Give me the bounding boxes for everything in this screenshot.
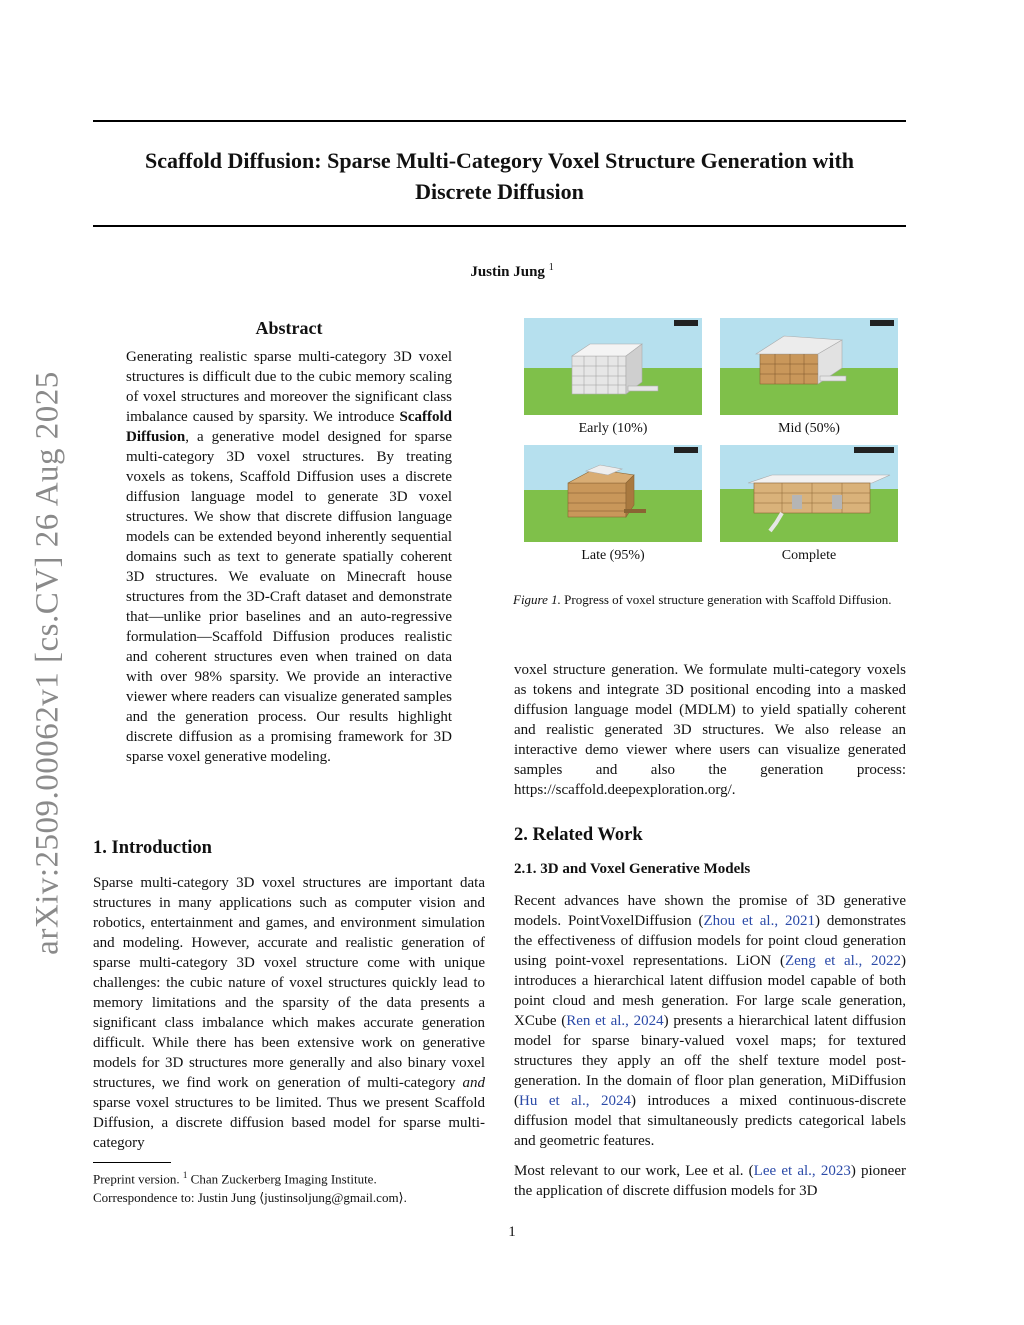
related-work-paragraph-2 [514,1161,906,1201]
figure-panel-complete [720,445,898,542]
abstract-text-pre: Generating realistic sparse multi-category 3D voxel structures is difficult due to the cubic memory scaling of voxel structures and moreover the significant class imbalance caused by sparsity. We introduce [126,349,452,425]
figure-label-late: Late (95%) [581,548,645,563]
title-bottom-rule [93,225,906,227]
title-top-rule [93,120,906,122]
arxiv-stamp: arXiv:2509.00062v1 [cs.CV] 26 Aug 2025 [29,371,66,955]
figure-panel-early [524,318,702,415]
related-p2-text-1: Most relevant to our work, Lee et al. ( [514,1163,754,1179]
figure-caption [513,591,906,609]
figure-panel-mid [720,318,898,415]
abstract-heading: Abstract [255,318,323,338]
related-p1-text-5: ) introduces a mixed continuous-discrete diffusion model that simultaneously predicts categorical labels and geometric features. [514,1093,906,1149]
footnote-line-2: Correspondence to: Justin Jung ⟨justinsoljung@gmail.com⟩. [93,1190,407,1206]
citation-hu-2024[interactable]: Hu et al., 2024 [519,1093,631,1109]
related-p2-text-2: ) pioneer the application of discrete diffusion models for 3D [514,1163,906,1199]
intro-text-italic: and [462,1075,485,1091]
abstract-text-post: , a generative model designed for sparse multi-category 3D voxel structures. By treating voxels as tokens, Scaffold Diffusion uses a discrete diffusion language model to generate 3D voxel structures. We show that discrete diffusion language models can be extended beyond inherently sequential domains such as text to generate spatially coherent 3D structures. We evaluate on Minecraft house structures from the 3D-Craft dataset and demonstrate that—unlike prior baselines and an auto-regressive formulation—Scaffold Diffusion produces realistic and coherent structures even when trained on data with over 98% sparsity. We provide an interactive viewer where readers can visualize generated samples and the generation process. Our results highlight discrete diffusion as a promising framework for 3D sparse voxel generative modeling. [126,429,452,765]
introduction-text [93,873,485,1153]
figure-label-complete: Complete [781,548,837,563]
figure-label-early: Early (10%) [578,421,648,436]
abstract-text [126,347,452,767]
footnote [93,1166,493,1207]
author-affiliation-mark: 1 [548,262,554,273]
related-p1-text-2: ) demonstrates the effectiveness of diffusion models for point cloud generation using point-voxel representations. LiON ( [514,913,906,969]
title-line-1: Scaffold Diffusion: Sparse Multi-Category Voxel Structure Generation with [144,148,855,173]
abstract-model-name: Scaffold Diffusion [126,409,452,445]
figure-caption-text: Progress of voxel structure generation with Scaffold Diffusion. [564,592,892,607]
author-line [0,262,1024,281]
citation-zhou-2021[interactable]: Zhou et al., 2021 [703,913,815,929]
related-work-heading: 2. Related Work [514,825,643,845]
citation-zeng-2022[interactable]: Zeng et al., 2022 [784,953,901,969]
related-work-subheading: 2.1. 3D and Voxel Generative Models [514,861,751,877]
intro-text-post: sparse voxel structures to be limited. Thus we present Scaffold Diffusion, a discrete diffusion based model for sparse multi-category [93,1095,485,1151]
related-p1-text-3: ) introduces a hierarchical latent diffusion model capable of both point cloud and mesh generation. For large scale generation, XCube ( [514,953,906,1029]
related-p1-text-1: Recent advances have shown the promise of 3D generative models. PointVoxelDiffusion ( [514,893,906,929]
introduction-heading: 1. Introduction [93,838,212,858]
citation-ren-2024[interactable]: Ren et al., 2024 [566,1013,664,1029]
title-line-2: Discrete Diffusion [415,179,584,204]
footnote-preprint: Preprint version. [93,1171,183,1187]
related-work-paragraph-1 [514,891,906,1151]
footnote-line-1 [93,1166,493,1188]
figure-label-mid: Mid (50%) [778,421,840,436]
footnote-affiliation: Chan Zuckerberg Imaging Institute. [187,1171,377,1187]
intro-continuation-text: voxel structure generation. We formulate multi-category voxels as tokens and integrate 3D positional encoding into a masked diffusion language model (MDLM) to yield spatially coherent and realistic generated 3D structures. We also release an interactive demo viewer where users can visualize generated samples and also the generation process: https://scaffold.deepexploration.org/. [514,662,906,798]
citation-lee-2023[interactable]: Lee et al., 2023 [753,1163,851,1179]
footnote-mark: 1 [182,1170,188,1180]
figure-panel-late [524,445,702,542]
paper-title [93,145,906,207]
footnote-rule [93,1162,171,1163]
page-number: 1 [508,1224,516,1240]
related-p1-text-4: ) presents a hierarchical latent diffusion model for sparse binary-valued voxel maps; for textured structures they apply an off the shelf texture model post-generation. In the domain of floor plan generation, MiDiffusion ( [514,1013,906,1109]
figure-caption-label: Figure 1. [513,592,561,607]
author-name: Justin Jung [470,264,545,280]
intro-text-pre: Sparse multi-category 3D voxel structures are important data structures in many applications such as computer vision and robotics, entertainment and games, and environment simulation and modeling. However, accurate and realistic generation of sparse multi-category 3D voxel structure come with unique challenges: the cubic nature of voxel structures quickly lead to memory limitations and the sparsity of the data presents a significant class imbalance which makes accurate generation difficult. While there has been extensive work on generative models for 3D structures more generally and also binary voxel structures, we find work on generation of multi-category [93,875,485,1091]
